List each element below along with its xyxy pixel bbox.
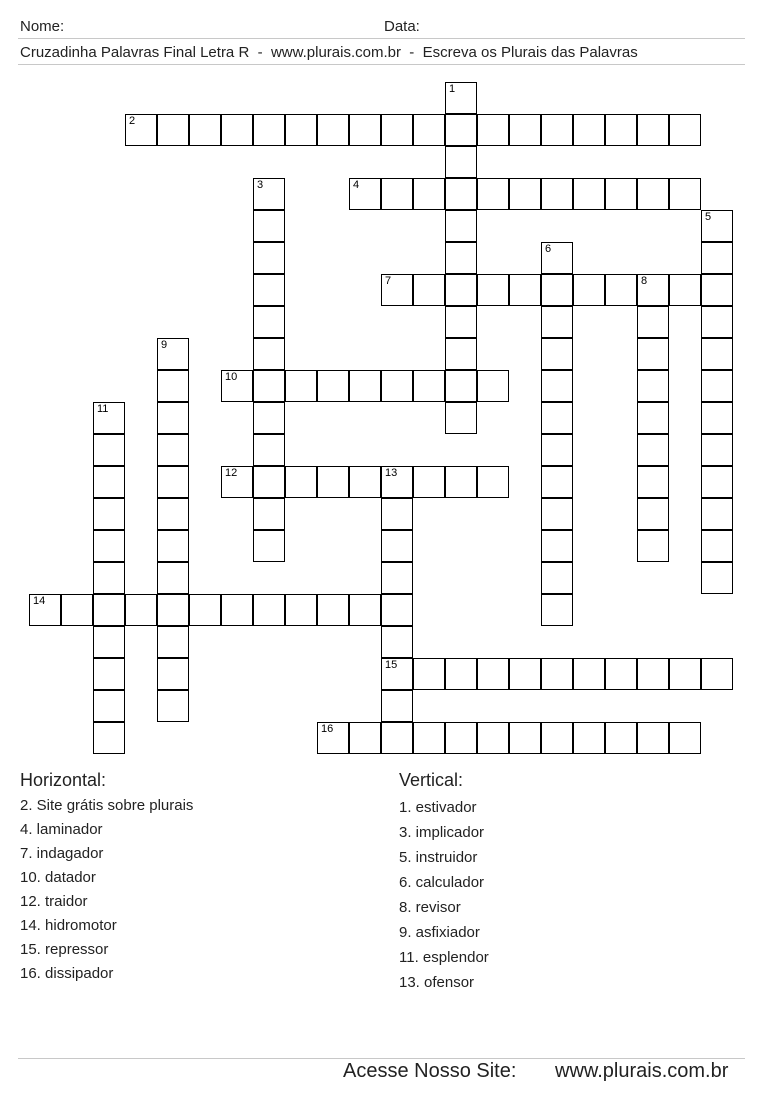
horizontal-clue-list xyxy=(20,794,193,986)
clue-item: 15. repressor xyxy=(20,941,109,958)
crossword-cell[interactable] xyxy=(349,594,381,626)
crossword-cell[interactable] xyxy=(381,178,413,210)
crossword-cell[interactable] xyxy=(541,370,573,402)
crossword-cell[interactable] xyxy=(573,274,605,306)
crossword-cell[interactable] xyxy=(605,658,637,690)
crossword-cell[interactable] xyxy=(701,466,733,498)
crossword-cell[interactable] xyxy=(125,114,157,146)
crossword-cell[interactable] xyxy=(157,658,189,690)
name-label: Nome: xyxy=(20,18,65,35)
crossword-cell[interactable] xyxy=(285,466,317,498)
crossword-cell[interactable] xyxy=(477,466,509,498)
crossword-cell[interactable] xyxy=(285,370,317,402)
crossword-cell[interactable] xyxy=(413,114,445,146)
crossword-cell[interactable] xyxy=(381,562,413,594)
crossword-cell[interactable] xyxy=(253,210,285,242)
crossword-cell[interactable] xyxy=(349,178,381,210)
crossword-cell[interactable] xyxy=(637,402,669,434)
crossword-cell[interactable] xyxy=(669,114,701,146)
footer-url[interactable]: www.plurais.com.br xyxy=(555,1060,729,1082)
crossword-cell[interactable] xyxy=(413,370,445,402)
crossword-cell[interactable] xyxy=(637,434,669,466)
crossword-cell[interactable] xyxy=(573,178,605,210)
crossword-cell[interactable] xyxy=(221,466,253,498)
clue-number: 16 xyxy=(321,723,334,735)
crossword-cell[interactable] xyxy=(253,338,285,370)
crossword-cell[interactable] xyxy=(509,658,541,690)
crossword-cell[interactable] xyxy=(381,498,413,530)
crossword-cell[interactable] xyxy=(381,370,413,402)
crossword-cell[interactable] xyxy=(477,274,509,306)
crossword-cell[interactable] xyxy=(157,434,189,466)
crossword-cell[interactable] xyxy=(541,498,573,530)
crossword-cell[interactable] xyxy=(157,626,189,658)
crossword-cell[interactable] xyxy=(605,114,637,146)
crossword-cell[interactable] xyxy=(701,562,733,594)
crossword-cell[interactable] xyxy=(253,498,285,530)
clue-item: 8. revisor xyxy=(399,899,461,916)
crossword-cell[interactable] xyxy=(157,114,189,146)
crossword-cell[interactable] xyxy=(157,530,189,562)
crossword-cell[interactable] xyxy=(317,722,349,754)
crossword-cell[interactable] xyxy=(157,498,189,530)
crossword-cell[interactable] xyxy=(93,722,125,754)
crossword-cell[interactable] xyxy=(477,722,509,754)
crossword-cell[interactable] xyxy=(541,402,573,434)
clue-item: 16. dissipador xyxy=(20,965,114,982)
crossword-cell[interactable] xyxy=(701,274,733,306)
crossword-cell[interactable] xyxy=(253,114,285,146)
crossword-cell[interactable] xyxy=(701,338,733,370)
crossword-cell[interactable] xyxy=(669,274,701,306)
crossword-cell[interactable] xyxy=(509,114,541,146)
crossword-cell[interactable] xyxy=(93,434,125,466)
crossword-cell[interactable] xyxy=(93,530,125,562)
crossword-cell[interactable] xyxy=(477,114,509,146)
vertical-clue-list xyxy=(399,795,489,995)
crossword-cell[interactable] xyxy=(445,178,477,210)
crossword-cell[interactable] xyxy=(189,594,221,626)
crossword-cell[interactable] xyxy=(157,562,189,594)
crossword-cell[interactable] xyxy=(605,722,637,754)
crossword-cell[interactable] xyxy=(189,114,221,146)
clue-number: 14 xyxy=(33,595,46,607)
crossword-cell[interactable] xyxy=(669,722,701,754)
crossword-cell[interactable] xyxy=(61,594,93,626)
crossword-cell[interactable] xyxy=(381,722,413,754)
crossword-cell[interactable] xyxy=(253,242,285,274)
crossword-cell[interactable] xyxy=(157,594,189,626)
crossword-cell[interactable] xyxy=(381,658,413,690)
crossword-cell[interactable] xyxy=(157,690,189,722)
crossword-cell[interactable] xyxy=(157,402,189,434)
clue-item: 10. datador xyxy=(20,869,96,886)
clue-item: 3. implicador xyxy=(399,824,485,841)
crossword-cell[interactable] xyxy=(701,210,733,242)
crossword-cell[interactable] xyxy=(541,306,573,338)
crossword-cell[interactable] xyxy=(317,370,349,402)
vertical-title: Vertical: xyxy=(399,770,464,790)
crossword-cell[interactable] xyxy=(349,370,381,402)
crossword-cell[interactable] xyxy=(349,466,381,498)
clue-item: 1. estivador xyxy=(399,799,477,816)
crossword-cell[interactable] xyxy=(413,178,445,210)
crossword-cell[interactable] xyxy=(445,306,477,338)
crossword-cell[interactable] xyxy=(477,370,509,402)
clue-number: 4 xyxy=(353,179,360,191)
crossword-cell[interactable] xyxy=(93,466,125,498)
clue-item: 11. esplendor xyxy=(399,949,489,966)
crossword-cell[interactable] xyxy=(93,690,125,722)
crossword-cell[interactable] xyxy=(317,114,349,146)
crossword-cell[interactable] xyxy=(93,658,125,690)
crossword-cell[interactable] xyxy=(637,498,669,530)
crossword-cell[interactable] xyxy=(445,722,477,754)
crossword-cell[interactable] xyxy=(701,370,733,402)
crossword-cell[interactable] xyxy=(637,178,669,210)
crossword-cell[interactable] xyxy=(381,274,413,306)
crossword-cell[interactable] xyxy=(253,274,285,306)
crossword-cell[interactable] xyxy=(253,434,285,466)
crossword-cell[interactable] xyxy=(541,722,573,754)
crossword-cell[interactable] xyxy=(573,722,605,754)
crossword-cell[interactable] xyxy=(701,658,733,690)
crossword-cell[interactable] xyxy=(413,658,445,690)
crossword-cell[interactable] xyxy=(445,82,477,114)
clue-number: 13 xyxy=(385,467,398,479)
clue-item: 14. hidromotor xyxy=(20,917,117,934)
crossword-cell[interactable] xyxy=(445,466,477,498)
crossword-cell[interactable] xyxy=(413,466,445,498)
crossword-cell[interactable] xyxy=(413,274,445,306)
crossword-cell[interactable] xyxy=(669,658,701,690)
crossword-cell[interactable] xyxy=(541,274,573,306)
crossword-cell[interactable] xyxy=(541,114,573,146)
crossword-cell[interactable] xyxy=(509,274,541,306)
crossword-cell[interactable] xyxy=(221,114,253,146)
crossword-cell[interactable] xyxy=(157,370,189,402)
horizontal-title: Horizontal: xyxy=(20,770,107,790)
clue-number: 12 xyxy=(225,467,238,479)
crossword-cell[interactable] xyxy=(93,562,125,594)
crossword-cell[interactable] xyxy=(637,658,669,690)
clue-number: 11 xyxy=(97,403,109,415)
clue-item: 4. laminador xyxy=(20,821,103,838)
clue-number: 9 xyxy=(161,339,168,351)
footer-label: Acesse Nosso Site: xyxy=(343,1060,517,1082)
crossword-cell[interactable] xyxy=(381,594,413,626)
crossword-cell[interactable] xyxy=(445,338,477,370)
crossword-cell[interactable] xyxy=(381,530,413,562)
clue-item: 5. instruidor xyxy=(399,849,478,866)
clue-number: 8 xyxy=(641,275,648,287)
clue-item: 9. asfixiador xyxy=(399,924,480,941)
crossword-cell[interactable] xyxy=(669,178,701,210)
crossword-cell[interactable] xyxy=(221,370,253,402)
clue-number: 5 xyxy=(705,211,712,223)
clue-number: 6 xyxy=(545,243,552,255)
crossword-cell[interactable] xyxy=(701,434,733,466)
crossword-cell[interactable] xyxy=(381,690,413,722)
crossword-cell[interactable] xyxy=(381,466,413,498)
crossword-cell[interactable] xyxy=(637,338,669,370)
crossword-cell[interactable] xyxy=(637,370,669,402)
crossword-cell[interactable] xyxy=(701,498,733,530)
crossword-cell[interactable] xyxy=(445,370,477,402)
footer-divider xyxy=(18,1058,745,1059)
clue-number: 2 xyxy=(129,115,136,127)
crossword-cell[interactable] xyxy=(445,114,477,146)
clue-item: 7. indagador xyxy=(20,845,104,862)
crossword-cell[interactable] xyxy=(317,466,349,498)
clue-item: 2. Site grátis sobre plurais xyxy=(20,797,194,814)
crossword-cell[interactable] xyxy=(701,530,733,562)
crossword-cell[interactable] xyxy=(413,722,445,754)
crossword-cell[interactable] xyxy=(445,658,477,690)
crossword-cell[interactable] xyxy=(253,370,285,402)
crossword-cell[interactable] xyxy=(509,178,541,210)
crossword-cell[interactable] xyxy=(349,114,381,146)
crossword-cell[interactable] xyxy=(317,594,349,626)
crossword-cell[interactable] xyxy=(573,658,605,690)
crossword-cell[interactable] xyxy=(541,594,573,626)
crossword-cell[interactable] xyxy=(541,242,573,274)
crossword-cell[interactable] xyxy=(349,722,381,754)
crossword-cell[interactable] xyxy=(445,146,477,178)
crossword-cell[interactable] xyxy=(253,466,285,498)
crossword-cell[interactable] xyxy=(445,274,477,306)
crossword-cell[interactable] xyxy=(445,242,477,274)
date-label: Data: xyxy=(384,18,420,35)
crossword-cell[interactable] xyxy=(573,114,605,146)
clue-number: 7 xyxy=(385,275,392,287)
crossword-cell[interactable] xyxy=(701,402,733,434)
crossword-cell[interactable] xyxy=(637,114,669,146)
crossword-cell[interactable] xyxy=(93,498,125,530)
crossword-cell[interactable] xyxy=(605,274,637,306)
crossword-cell[interactable] xyxy=(93,594,125,626)
crossword-cell[interactable] xyxy=(157,338,189,370)
crossword-cell[interactable] xyxy=(637,466,669,498)
crossword-cell[interactable] xyxy=(701,242,733,274)
crossword-cell[interactable] xyxy=(541,658,573,690)
clue-item: 13. ofensor xyxy=(399,974,475,991)
crossword-cell[interactable] xyxy=(285,594,317,626)
clue-number: 15 xyxy=(385,659,398,671)
crossword-cell[interactable] xyxy=(285,114,317,146)
crossword-cell[interactable] xyxy=(637,274,669,306)
crossword-cell[interactable] xyxy=(637,530,669,562)
crossword-cell[interactable] xyxy=(221,594,253,626)
crossword-cell[interactable] xyxy=(253,306,285,338)
crossword-cell[interactable] xyxy=(509,722,541,754)
clue-item: 12. traidor xyxy=(20,893,88,910)
crossword-cell[interactable] xyxy=(541,530,573,562)
crossword-cell[interactable] xyxy=(253,530,285,562)
crossword-cell[interactable] xyxy=(541,466,573,498)
crossword-cell[interactable] xyxy=(381,626,413,658)
worksheet-subtitle: Cruzadinha Palavras Final Letra R - www.plurais.com.br - Escreva os Plurais das Palavras xyxy=(20,44,638,61)
crossword-cell[interactable] xyxy=(253,178,285,210)
clue-number: 10 xyxy=(225,371,238,383)
crossword-cell[interactable] xyxy=(253,594,285,626)
crossword-cell[interactable] xyxy=(605,178,637,210)
crossword-cell[interactable] xyxy=(125,594,157,626)
clue-item: 6. calculador xyxy=(399,874,485,891)
crossword-cell[interactable] xyxy=(445,210,477,242)
crossword-cell[interactable] xyxy=(477,178,509,210)
crossword-cell[interactable] xyxy=(253,402,285,434)
crossword-cell[interactable] xyxy=(637,306,669,338)
crossword-cell[interactable] xyxy=(541,562,573,594)
crossword-cell[interactable] xyxy=(29,594,61,626)
crossword-cell[interactable] xyxy=(445,402,477,434)
crossword-cell[interactable] xyxy=(381,114,413,146)
crossword-cell[interactable] xyxy=(541,178,573,210)
crossword-cell[interactable] xyxy=(93,402,125,434)
crossword-cell[interactable] xyxy=(541,434,573,466)
crossword-cell[interactable] xyxy=(701,306,733,338)
crossword-cell[interactable] xyxy=(93,626,125,658)
clue-number: 3 xyxy=(257,179,264,191)
crossword-cell[interactable] xyxy=(541,338,573,370)
clue-number: 1 xyxy=(449,83,456,95)
crossword-cell[interactable] xyxy=(477,658,509,690)
crossword-cell[interactable] xyxy=(637,722,669,754)
crossword-cell[interactable] xyxy=(157,466,189,498)
